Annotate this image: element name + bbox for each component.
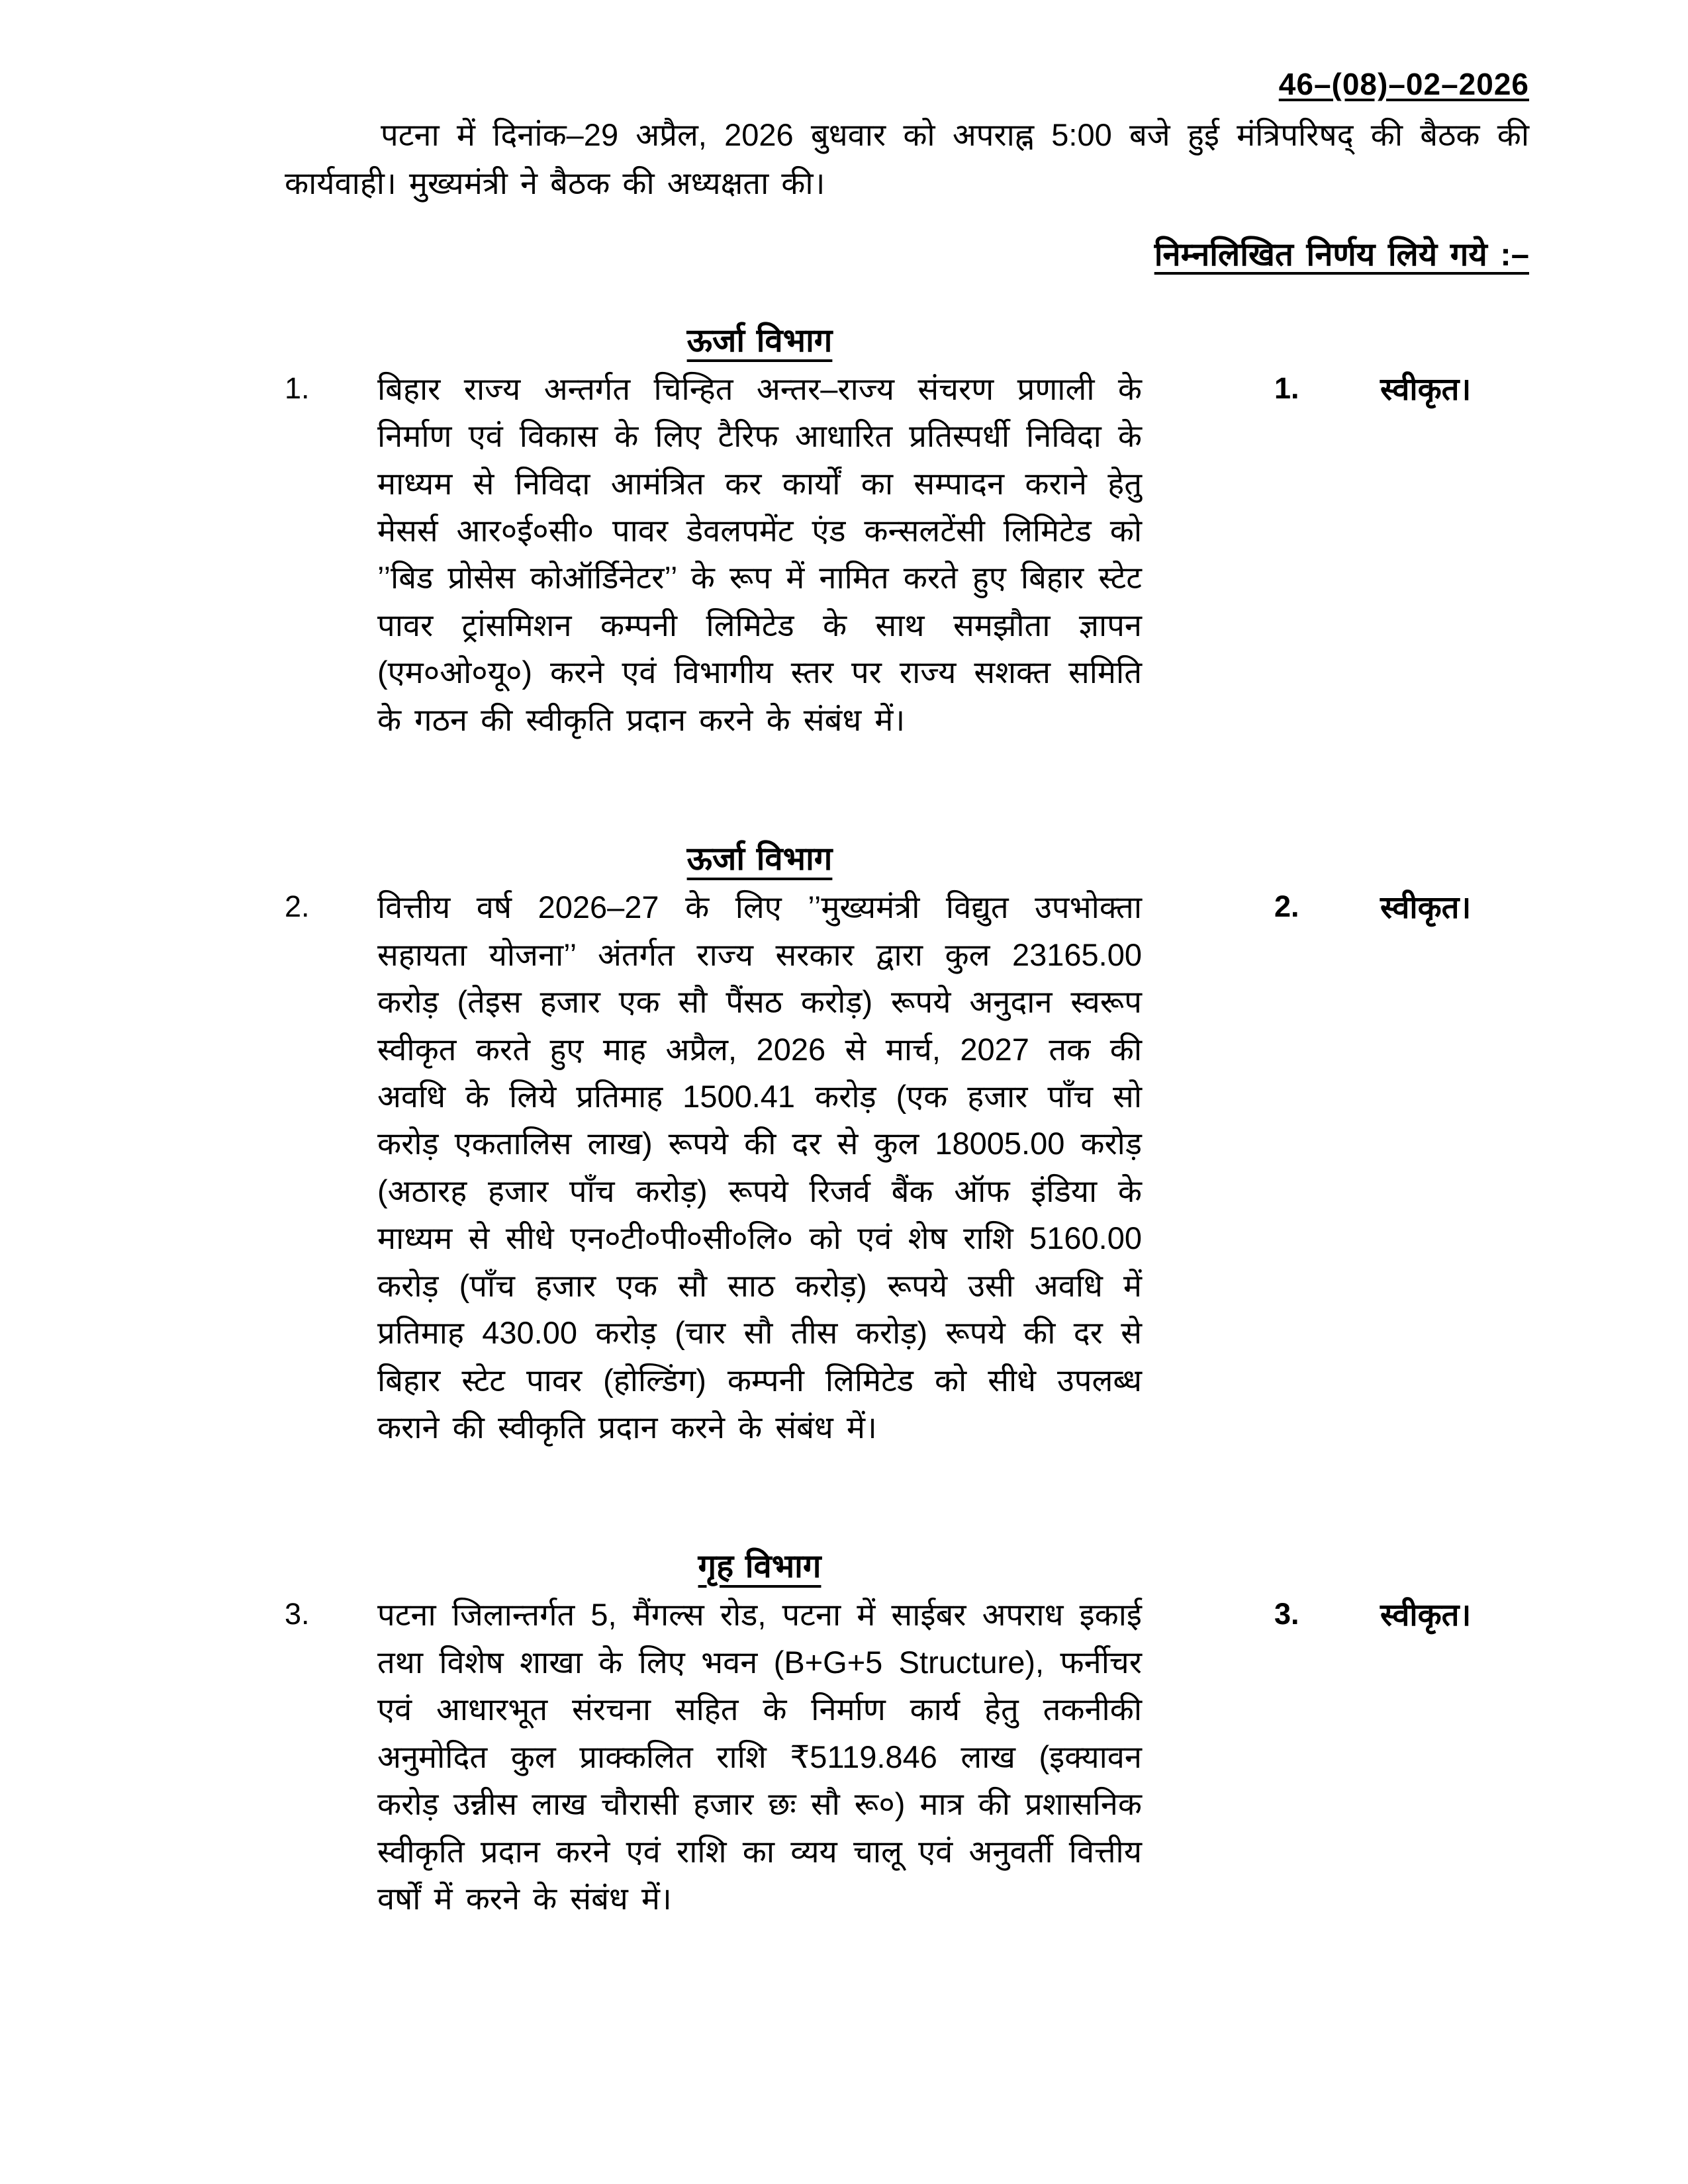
item-text: बिहार राज्य अन्तर्गत चिन्हित अन्तर–राज्य संचरण प्रणाली के निर्माण एवं विकास के लिए टैरिफ आधारित प्रतिस्पर्धी निविदा के माध्यम से निविदा आमंत्रित कर कार्यों का सम्पादन कराने हेतु मेसर्स आर०ई०सी० पावर डेवलपमेंट एंड कन्सलटेंसी लिमिटेड को ’’बिड प्रोसेस कोऑर्डिनेटर’’ के रूप में नामित करते हुए बिहार स्टेट पावर ट्रांसमिशन कम्पनी लिमिटेड के साथ समझौता ज्ञापन (एम०ओ०यू०) करने एवं विभागीय स्तर पर राज्य सशक्त समिति के गठन की स्वीकृति प्रदान करने के संबंध में। bbox=[377, 371, 1142, 737]
status-number: 1. bbox=[1274, 371, 1299, 405]
department-heading: ऊर्जा विभाग bbox=[686, 322, 833, 359]
decision-item-1 bbox=[285, 318, 1529, 744]
decision-body bbox=[285, 1591, 1529, 1922]
reference-number: 46–(08)–02–2026 bbox=[1278, 67, 1529, 101]
decision-item-2 bbox=[285, 836, 1529, 1451]
item-number: 1. bbox=[285, 371, 310, 405]
department-heading: गृह विभाग bbox=[698, 1549, 821, 1585]
item-text: पटना जिलान्तर्गत 5, मैंगल्स रोड, पटना में साईबर अपराध इकाई तथा विशेष शाखा के लिए भवन (B+G+5 Structure), फर्नीचर एवं आधारभूत संरचना सहित के निर्माण कार्य हेतु तकनीकी अनुमोदित कुल प्राक्कलित राशि ₹5119.846 लाख (इक्यावन करोड़ उन्नीस लाख चौरासी हजार छः सौ रू०) मात्र की प्रशासनिक स्वीकृति प्रदान करने एवं राशि का व्यय चालू एवं अनुवर्ती वित्तीय वर्षों में करने के संबंध में। bbox=[377, 1597, 1142, 1917]
decision-body bbox=[285, 884, 1529, 1451]
intro-paragraph: पटना में दिनांक–29 अप्रैल, 2026 बुधवार को अपराह्न 5:00 बजे हुई मंत्रिपरिषद् की बैठक की कार्यवाही। मुख्यमंत्री ने बैठक की अध्यक्षता की। bbox=[285, 117, 1529, 201]
status-label: स्वीकृत। bbox=[1380, 889, 1472, 925]
department-heading: ऊर्जा विभाग bbox=[686, 841, 833, 878]
decision-item-3 bbox=[285, 1543, 1529, 1922]
status-label: स्वीकृत। bbox=[1380, 1597, 1472, 1633]
department-heading-row bbox=[377, 836, 1142, 880]
item-number: 2. bbox=[285, 889, 310, 924]
status-number: 3. bbox=[1274, 1597, 1299, 1631]
status-label: स्वीकृत। bbox=[1380, 371, 1472, 406]
department-heading-row bbox=[377, 1543, 1142, 1587]
decisions-heading: निम्नलिखित निर्णय लिये गये :– bbox=[1154, 236, 1529, 273]
decision-body bbox=[285, 365, 1529, 744]
item-number: 3. bbox=[285, 1597, 310, 1631]
status-number: 2. bbox=[1274, 889, 1299, 924]
item-text: वित्तीय वर्ष 2026–27 के लिए ’’मुख्यमंत्री विद्युत उपभोक्ता सहायता योजना’’ अंतर्गत राज्य सरकार द्वारा कुल 23165.00 करोड़ (तेइस हजार एक सौ पैंसठ करोड़) रूपये अनुदान स्वरूप स्वीकृत करते हुए माह अप्रैल, 2026 से मार्च, 2027 तक की अवधि के लिये प्रतिमाह 1500.41 करोड़ (एक हजार पाँच सो करोड़ एकतालिस लाख) रूपये की दर से कुल 18005.00 करोड़ (अठारह हजार पाँच करोड़) रूपये रिजर्व बैंक ऑफ इंडिया के माध्यम से सीधे एन०टी०पी०सी०लि० को एवं शेष राशि 5160.00 करोड़ (पाँच हजार एक सौ साठ करोड़) रूपये उसी अवधि में प्रतिमाह 430.00 करोड़ (चार सौ तीस करोड़) रूपये की दर से बिहार स्टेट पावर (होल्डिंग) कम्पनी लिमिटेड को सीधे उपलब्ध कराने की स्वीकृति प्रदान करने के संबंध में। bbox=[377, 889, 1142, 1445]
decisions-heading-row bbox=[285, 232, 1529, 275]
department-heading-row bbox=[377, 318, 1142, 361]
